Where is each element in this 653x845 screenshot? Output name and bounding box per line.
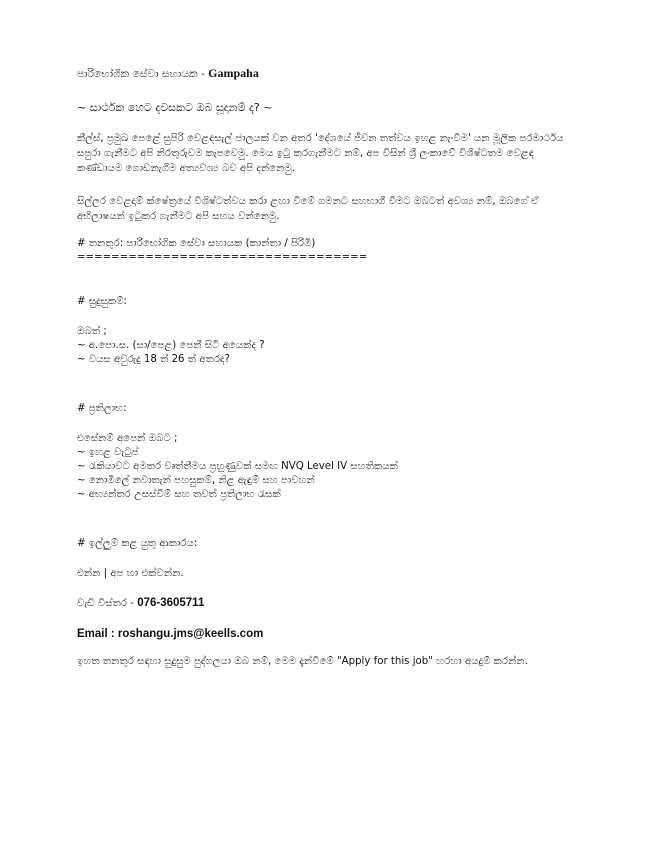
email-contact[interactable]: Email : roshangu.jms@keells.com [77, 628, 264, 640]
position-block [77, 237, 582, 265]
closing-instruction: ඉහත තනතුර සඳහා සුදුසුම පුද්ගලයා ඔබ නම්, මෙම දැන්වීමේ "Apply for this job" හරහා අයදුම් කරන්න. [77, 656, 528, 667]
benefit-item: ~ නොමිලේ නවාතැන් පහසුකම්, නිළ ඇඳුම් සහ පාවහන් [77, 475, 315, 486]
intro-paragraph: කීල්ස්, ප්‍රමුඛ පෙළේ සුපිරි වෙළඳසැල් ජාලයක් වන අතර 'දේශයේ ජීවන තත්වය ඉහළ නැංවීම' යන මූලික පරමාර්ථය සපුරා ගැනීමට අපි නිරතුරුවම කැපවෙමු. මෙය ඉටු කරගැනීමට නම්, අප විසින් ශ්‍රී ලංකාවේ විශිෂ්ටතම වෙළඳ කණ්ඩායම ගොඩනැගීම අත්‍යවශ්‍ය බව අපි දන්නෙමු. [77, 133, 564, 174]
second-paragraph: සිල්ලර වෙළදාම් ක්ෂේත්‍රයේ විශිෂ්ටත්වය කරා ළඟා වීමේ ගමනට සහභාගී වීමට ඔබටත් අවශ්‍ය නම්, ඔබගේ ඒ අභිලාෂයන් ඉටුකර ගැනීමට අපි සහය වන්නෙමු. [77, 196, 539, 222]
title-location: Gampaha [208, 66, 259, 80]
qualification-item: ~ වයස අවුරුදු 18 ත් 26 ත් අතරද? [77, 354, 230, 365]
qualifications-intro: ඔබත් ; [77, 326, 107, 337]
benefits-intro: එසේනම් අපෙන් ඔබට ; [77, 433, 178, 444]
qualifications-section [77, 295, 582, 367]
apply-method: එන්න | අප හා එක්වන්න. [77, 568, 184, 579]
apply-heading: # ඉල්ලුම් කළ යුතු ආකාරය: [77, 538, 198, 549]
tagline: ~ සාර්ථක හෙට දවසකට ඔබ සූදානම් ද? ~ [77, 101, 273, 114]
benefits-heading: # ප්‍රතිලාභ: [77, 403, 127, 414]
benefit-item: ~ ඉහළ වැටුප් [77, 447, 139, 458]
phone-number[interactable]: 076-3605711 [137, 597, 205, 609]
position-heading: # තනතුර: පාරිභෝගික සේවා සහායක (කාන්තා / පිරිමි) [77, 238, 316, 249]
benefit-item: ~ රැකියාවට අමතර වෘත්තීමය ප්‍රහුණුවක් සමඟ NVQ Level IV සහතිකයක් [77, 461, 398, 472]
title-prefix: පාරිභෝගික සේවා සහායක - [77, 68, 209, 80]
divider: ================================== [77, 252, 368, 263]
qualifications-heading: # සුදුසුකම්: [77, 296, 127, 307]
benefit-item: ~ අභ්‍යන්තර උසස්වීම් සහ තවත් ප්‍රතිලාභ රැසක් [77, 489, 281, 500]
phone-label: වැඩි විස්තර - [77, 598, 138, 609]
job-advertisement [77, 66, 582, 669]
apply-section [77, 537, 582, 669]
qualification-item: ~ අ.පො.ස. (සා/පෙළ) පෙනී සිටි අයෙක්ද ? [77, 340, 265, 351]
phone-contact [77, 596, 582, 611]
benefits-section [77, 402, 582, 502]
page-title [77, 66, 582, 81]
